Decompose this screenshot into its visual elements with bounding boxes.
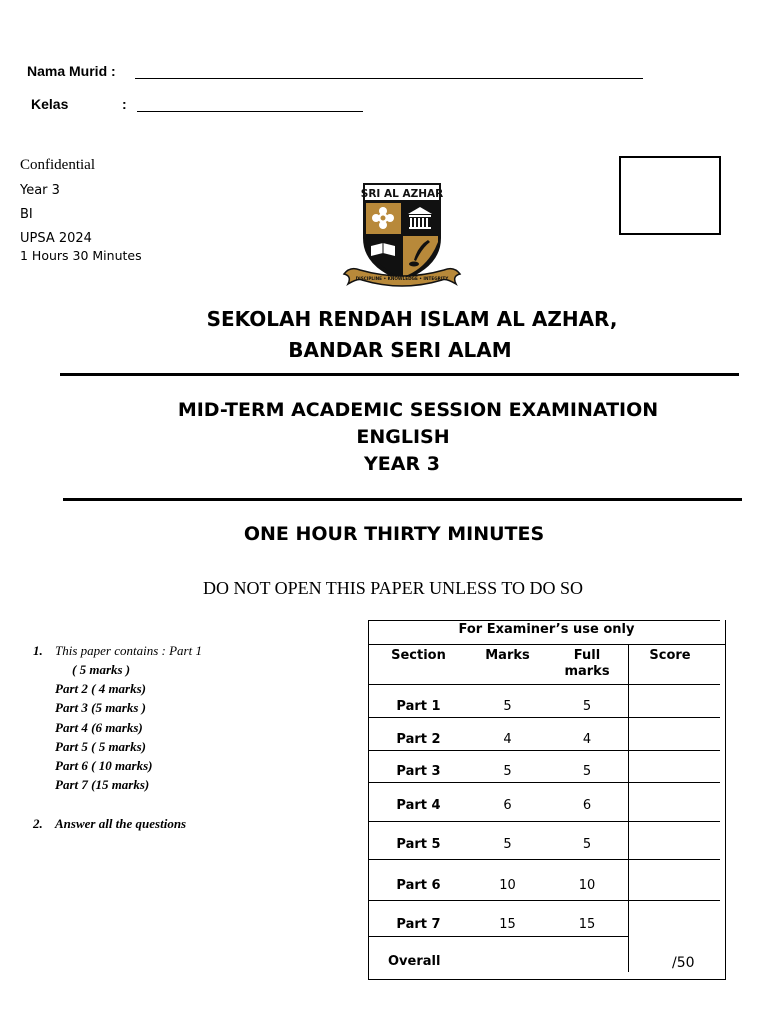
header-score: Score bbox=[649, 648, 691, 663]
class-field[interactable] bbox=[137, 111, 363, 112]
row-full-marks: 5 bbox=[582, 764, 592, 779]
row-marks: 15 bbox=[499, 917, 516, 932]
meta-exam-code: UPSA 2024 bbox=[20, 231, 92, 246]
student-name-field[interactable] bbox=[135, 78, 643, 79]
class-label: Kelas bbox=[31, 96, 69, 112]
class-colon: : bbox=[122, 96, 127, 112]
row-full-marks: 15 bbox=[578, 917, 596, 932]
table-row: Part 6 bbox=[396, 878, 441, 893]
exam-notice: DO NOT OPEN THIS PAPER UNLESS TO DO SO bbox=[202, 578, 584, 598]
instruction-1-cont: ( 5 marks ) bbox=[72, 662, 131, 677]
meta-year: Year 3 bbox=[20, 183, 60, 198]
row-full-marks: 6 bbox=[582, 798, 592, 813]
overall-label: Overall bbox=[388, 954, 441, 969]
list-item: Part 5 ( 5 marks) bbox=[55, 738, 146, 754]
row-full-marks: 5 bbox=[582, 699, 592, 714]
table-caption: For Examiner’s use only bbox=[458, 622, 635, 637]
score-box bbox=[619, 156, 721, 235]
school-logo bbox=[340, 180, 464, 292]
instruction-parts-list bbox=[55, 679, 153, 795]
row-marks: 5 bbox=[503, 699, 512, 714]
divider-top bbox=[60, 373, 739, 376]
table-row: Part 2 bbox=[396, 732, 441, 747]
school-name-line2: BANDAR SERI ALAM bbox=[288, 338, 512, 362]
exam-title: MID-TERM ACADEMIC SESSION EXAMINATION bbox=[177, 399, 659, 421]
logo-banner-text: SRI AL AZHAR bbox=[360, 188, 444, 200]
examiner-table bbox=[368, 620, 726, 980]
row-full-marks: 5 bbox=[582, 837, 592, 852]
header-full-marks: Full marks bbox=[564, 648, 610, 679]
row-full-marks: 4 bbox=[582, 732, 592, 747]
header-section: Section bbox=[391, 648, 446, 663]
school-name-line1: SEKOLAH RENDAH ISLAM AL AZHAR, bbox=[206, 307, 618, 331]
row-marks: 5 bbox=[503, 764, 512, 779]
instruction-1-text: This paper contains : Part 1 bbox=[55, 643, 202, 658]
table-row: Part 4 bbox=[396, 798, 441, 813]
row-marks: 10 bbox=[499, 878, 516, 893]
row-marks: 6 bbox=[503, 798, 512, 813]
logo-motto: DISCIPLINE • KNOWLEDGE • INTEGRITY bbox=[355, 276, 449, 281]
instruction-1-number: 1. bbox=[33, 643, 43, 658]
row-full-marks: 10 bbox=[578, 878, 596, 893]
meta-subject: BI bbox=[20, 207, 33, 222]
instruction-2-number: 2. bbox=[33, 816, 43, 831]
table-row: Part 5 bbox=[396, 837, 441, 852]
list-item: Part 3 (5 marks ) bbox=[55, 700, 146, 716]
list-item: Part 7 (15 marks) bbox=[55, 777, 150, 793]
divider-bottom bbox=[63, 498, 742, 501]
row-marks: 4 bbox=[503, 732, 512, 747]
meta-duration: 1 Hours 30 Minutes bbox=[20, 248, 142, 263]
exam-duration: ONE HOUR THIRTY MINUTES bbox=[243, 523, 545, 545]
table-row: Part 7 bbox=[396, 917, 441, 932]
exam-subject: ENGLISH bbox=[356, 426, 450, 448]
student-name-label: Nama Murid : bbox=[27, 63, 116, 79]
header-marks: Marks bbox=[485, 648, 530, 663]
table-row: Part 1 bbox=[396, 699, 441, 714]
instruction-2-text: Answer all the questions bbox=[55, 816, 187, 831]
confidential-text: Confidential bbox=[20, 157, 95, 173]
list-item: Part 2 ( 4 marks) bbox=[55, 681, 146, 696]
exam-year: YEAR 3 bbox=[364, 453, 440, 475]
list-item: Part 6 ( 10 marks) bbox=[55, 758, 153, 774]
row-marks: 5 bbox=[503, 837, 512, 852]
list-item: Part 4 (6 marks) bbox=[55, 719, 143, 735]
overall-total: /50 bbox=[672, 955, 695, 971]
table-row: Part 3 bbox=[396, 764, 441, 779]
